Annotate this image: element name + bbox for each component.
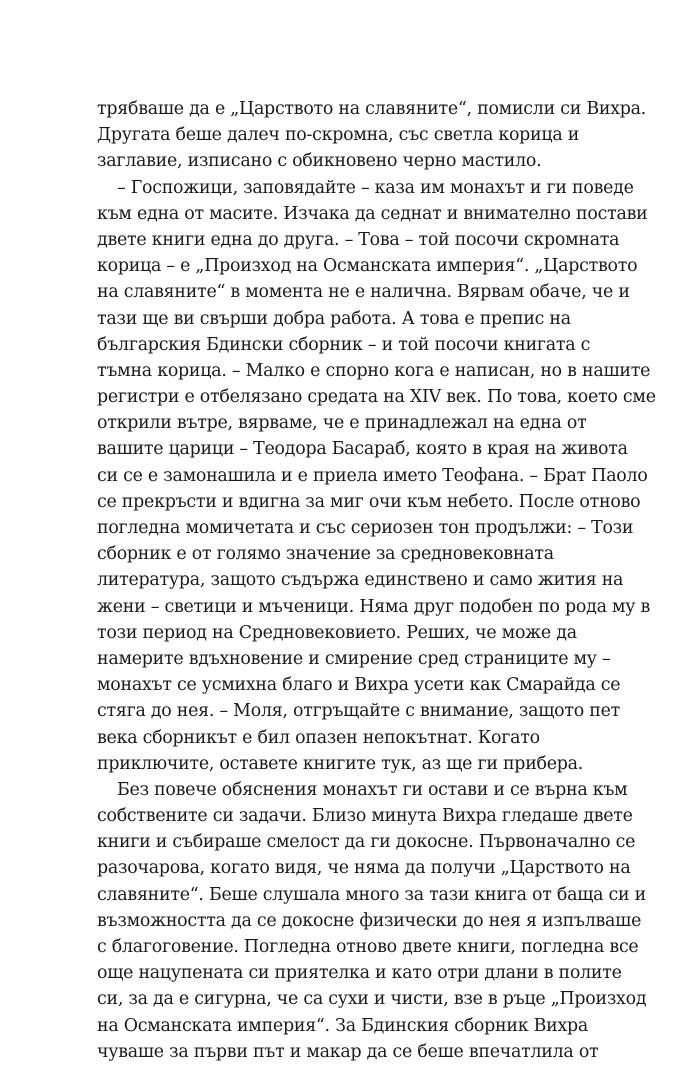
body-text [97, 96, 656, 1065]
text-line: трябваше да е „Царството на славяните“, помисли си Вихра. [97, 99, 647, 119]
text-line: стяга до нея. – Моля, отгръщайте с внимание, защото пет [97, 701, 621, 722]
text-line: регистри е отбелязано средата на XIV век. По това, което сме [97, 387, 656, 408]
text-line: жени – светици и мъченици. Няма друг подобен по рода му в [97, 596, 651, 617]
text-line: Другата беше далеч по-скромна, със светла корица и [97, 125, 580, 146]
text-line: Без повече обяснения монахът ги остави и се върна към [117, 779, 628, 800]
text-line: този период на Средновековието. Реших, че може да [97, 622, 577, 643]
text-line: намерите вдъхновение и смирение сред страниците му – [97, 648, 611, 669]
text-line: на славяните“ в момента не е налична. Вярвам обаче, че и [97, 282, 630, 303]
text-line: се прекръсти и вдигна за миг очи към небето. После отново [97, 491, 641, 512]
text-line: си се е замонашила и е приела името Теофана. – Брат Паоло [97, 465, 648, 486]
text-line: века сборникът е бил опазен непокътнат. Когато [97, 727, 540, 748]
text-line: към една от масите. Изчака да седнат и внимателно постави [97, 203, 648, 224]
text-line: литература, защото съдържа единствено и само жития на [97, 570, 624, 591]
text-line: корица – е „Произход на Османската империя“. „Царството [97, 256, 638, 277]
text-line: монахът се усмихна благо и Вихра усети как Смарайда се [97, 675, 621, 696]
text-line: двете книги една до друга. – Това – той посочи скромната [97, 229, 620, 250]
text-line: погледна момичетата и със сериозен тон продължи: – Този [97, 518, 634, 538]
text-line: славяните“. Беше слушала много за тази книга от баща си и [97, 884, 646, 905]
text-line: още нацупената си приятелка и като отри длани в полите [97, 963, 622, 984]
text-line: книги и събираше смелост да ги докосне. Първоначално се [97, 832, 636, 853]
text-line: българския Бдински сборник – и той посочи книгата с [97, 334, 591, 355]
text-line: чуваше за първи път и макар да се беше впечатлила от [97, 1041, 599, 1062]
text-line: собствените си задачи. Близо минута Вихра гледаше двете [97, 806, 633, 827]
text-line: възможността да се докосне физически до нея я изпълваше [97, 910, 642, 931]
text-line: на Османската империя“. За Бдинския сборник Вихра [97, 1015, 589, 1036]
text-line: приключите, оставете книгите тук, аз ще ги прибера. [97, 753, 584, 774]
text-line: заглавие, изписано с обикновено черно мастило. [97, 151, 542, 172]
text-line: тъмна корица. – Малко е спорно кога е написан, но в нашите [97, 360, 651, 381]
text-line: тази ще ви свърши добра работа. А това е препис на [97, 308, 571, 329]
text-line: открили вътре, вярваме, че е принадлежал на една от [97, 413, 587, 434]
text-line: сборник е от голямо значение за средновековната [97, 544, 554, 565]
text-line: разочарова, когато видя, че няма да получи „Царството на [97, 858, 631, 879]
text-line: вашите царици – Теодора Басараб, която в края на живота [97, 439, 628, 460]
text-line: с благоговение. Погледна отново двете книги, погледна все [97, 937, 639, 957]
text-line: си, за да е сигурна, че са сухи и чисти, взе в ръце „Произход [97, 989, 647, 1010]
text-line: – Госпожици, заповядайте – каза им монахът и ги поведе [117, 177, 634, 198]
